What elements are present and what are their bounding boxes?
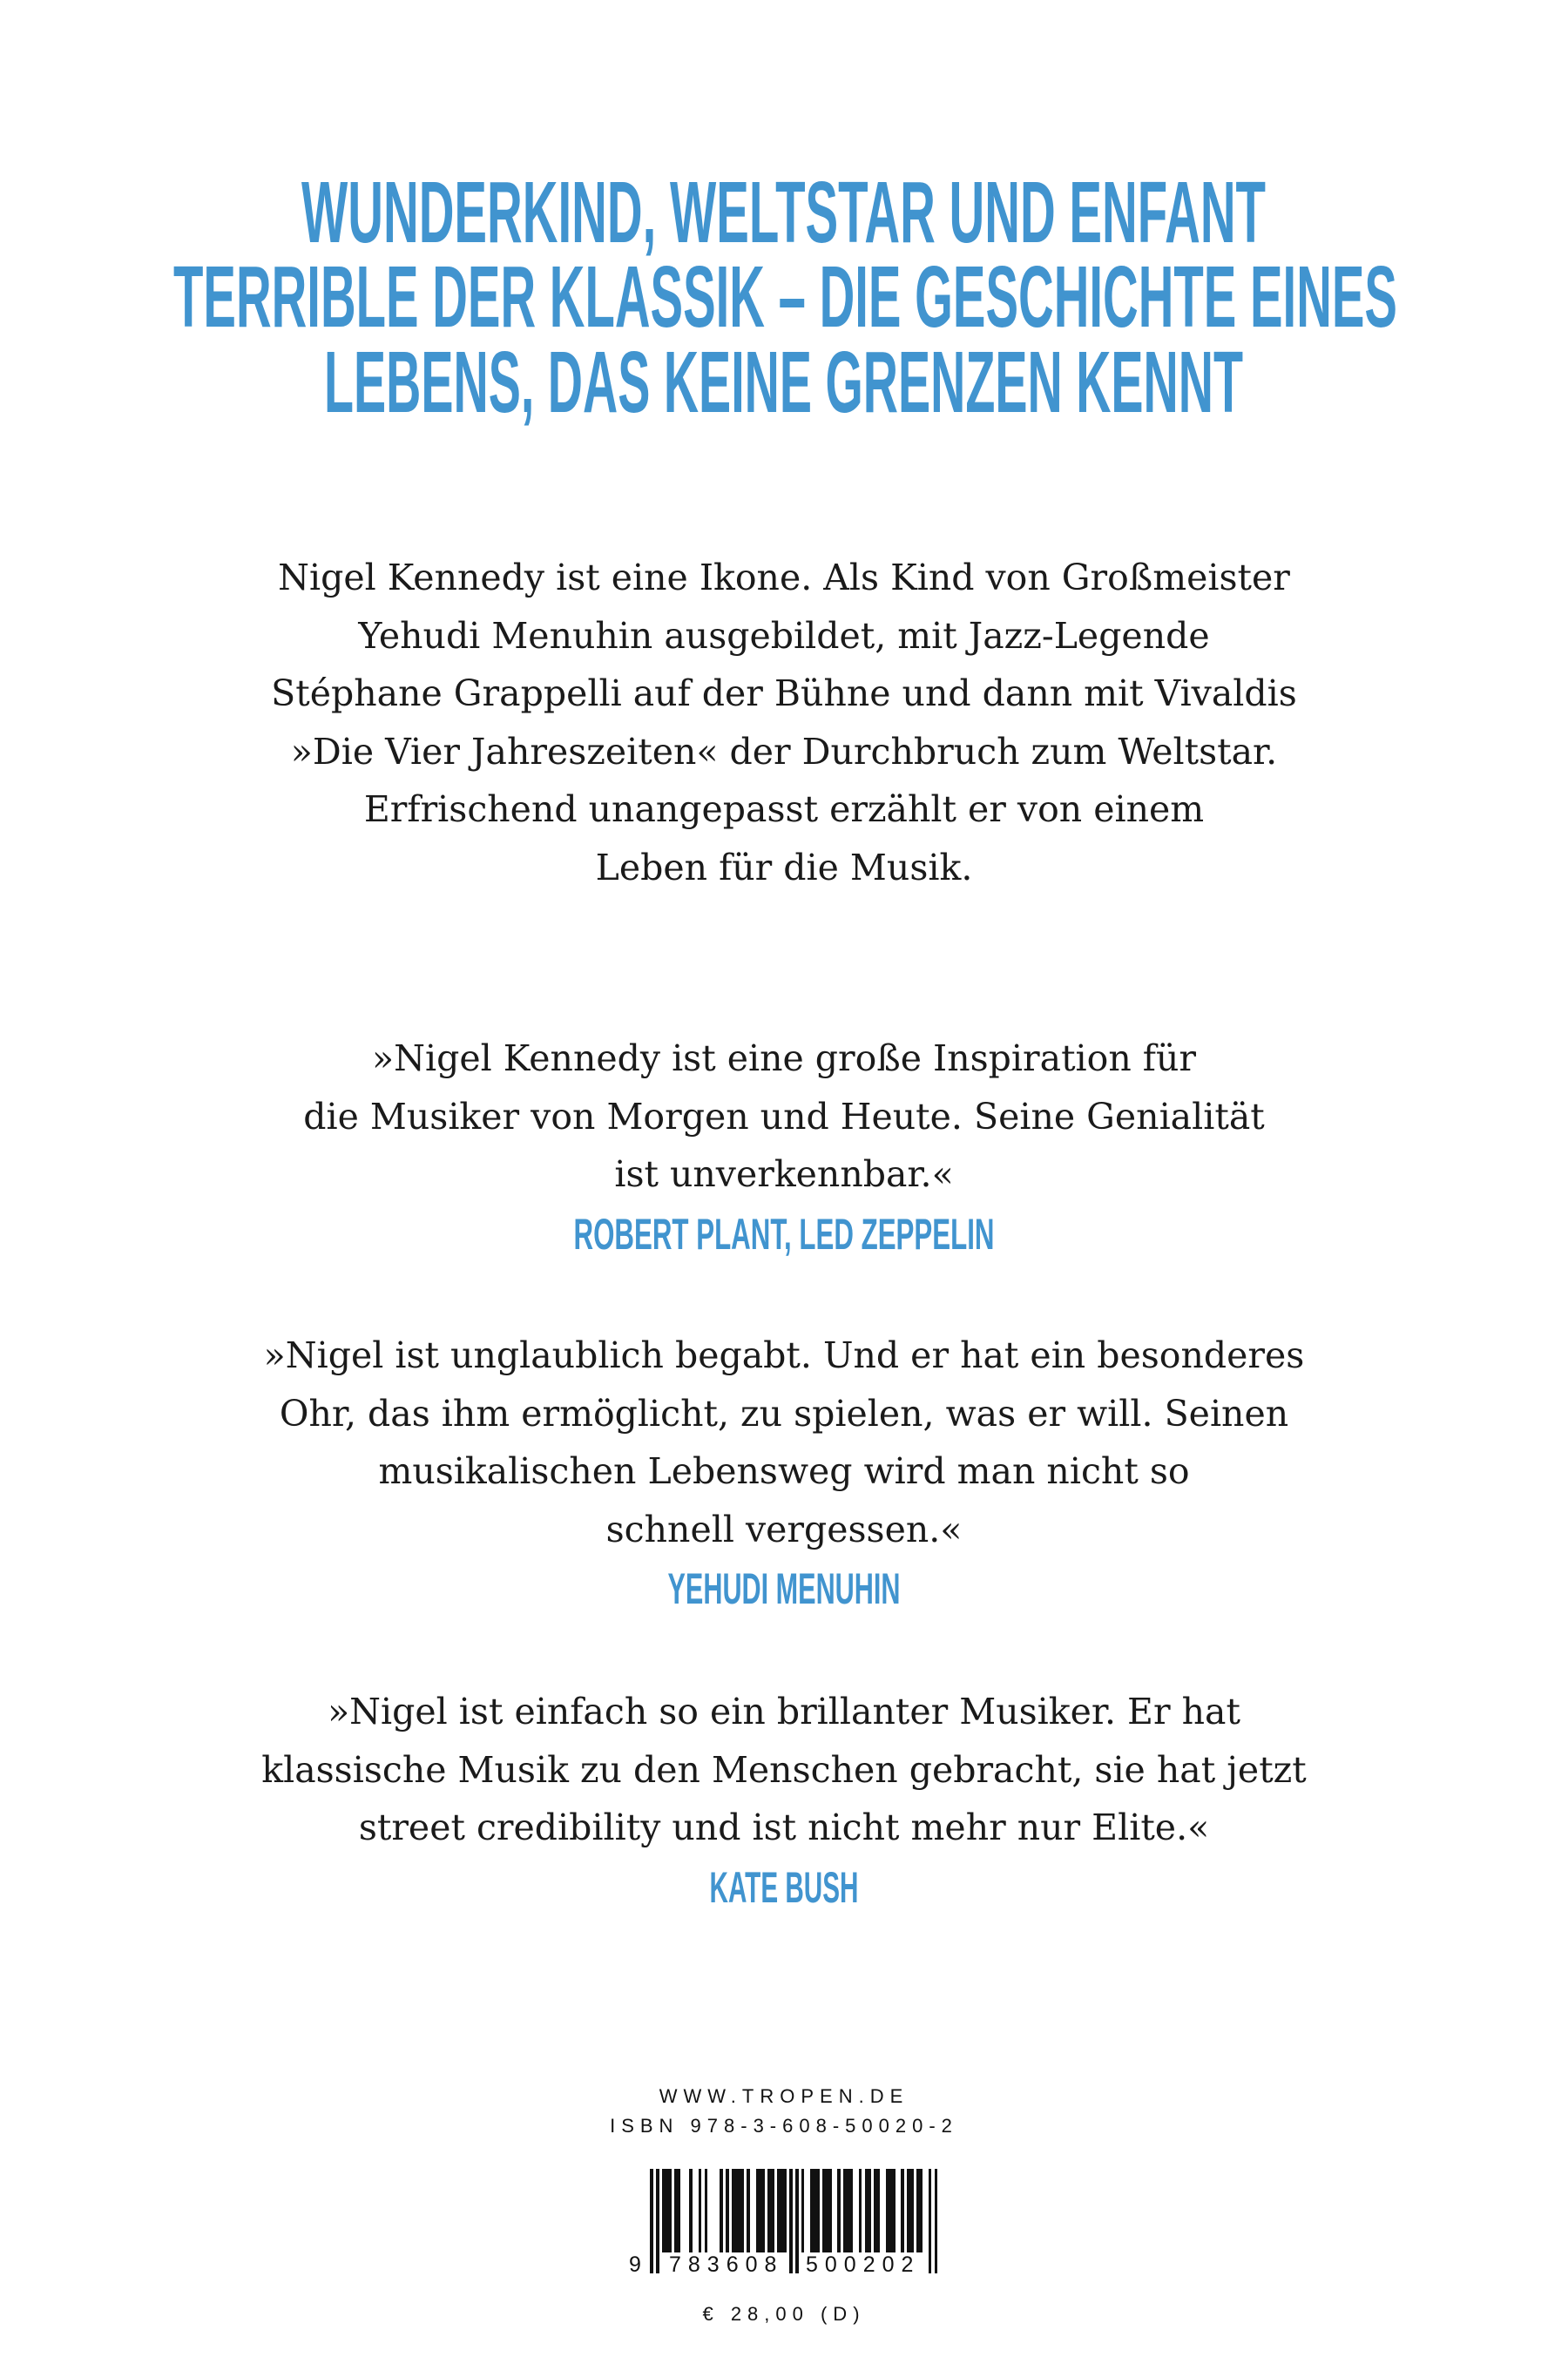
barcode-bar [816,2169,820,2252]
barcode-bar [689,2169,693,2252]
blurb-line: Erfrischend unangepasst erzählt er von einem [363,788,1205,830]
quote-line: »Nigel ist einfach so ein brillanter Musiker. Er hat [328,1691,1240,1732]
barcode-digits-right: 500202 [806,2252,921,2277]
quote-author: ROBERT PLANT, LED ZEPPELIN [573,1209,995,1259]
blurb [0,549,1568,896]
barcode-bar [919,2169,923,2252]
headline-line: TERRIBLE DER KLASSIK – DIE GESCHICHTE EINES [173,248,1397,346]
barcode-bar [859,2169,862,2252]
barcode-bar [747,2169,750,2252]
quote-author: KATE BUSH [709,1862,859,1912]
isbn: ISBN 978-3-608-50020-2 [610,2115,958,2137]
barcode-bar [801,2169,805,2252]
quote [0,1030,1568,1260]
quote-line: klassische Musik zu den Menschen gebracht, sie hat jetzt [261,1748,1307,1791]
quote-line: street credibility und ist nicht mehr nur Elite.« [358,1807,1210,1848]
barcode-bar [677,2169,680,2252]
headline-line: WUNDERKIND, WELTSTAR UND ENFANT [301,164,1266,261]
blurb-line: Leben für die Musik. [595,846,973,888]
blurb-line: Yehudi Menuhin ausgebildet, mit Jazz-Legende [358,614,1210,657]
barcode-bar [935,2169,938,2273]
barcode-bar [720,2169,723,2252]
barcode-bar [699,2169,702,2252]
blurb-line: Stéphane Grappelli auf der Bühne und dann mit Vivaldis [271,672,1297,714]
barcode-bar [892,2169,896,2252]
barcode-bar [929,2169,932,2273]
barcode-digits-left: 783608 [669,2252,784,2277]
barcode-bar [868,2169,871,2252]
barcode-bar [726,2169,729,2252]
barcode-bar [795,2169,799,2273]
quote-line: »Nigel ist unglaublich begabt. Und er hat ein besonderes [263,1334,1305,1376]
barcode-bar [740,2169,744,2252]
barcode-bar [783,2169,787,2252]
blurb-line: »Die Vier Jahreszeiten« der Durchbruch zum Weltstar. [290,730,1278,773]
quote-author-wrap [0,1207,1568,1260]
quote-line: schnell vergessen.« [605,1508,963,1550]
barcode-bar [789,2169,793,2273]
barcode-bar [668,2169,672,2252]
headline [0,0,1568,453]
quote-author-wrap [0,1861,1568,1913]
price: € 28,00 (D) [702,2303,866,2325]
barcode-bar [901,2169,904,2252]
barcode-bar [650,2169,653,2273]
barcode-bar [837,2169,841,2252]
quote-line: ist unverkennbar.« [614,1153,954,1195]
headline-line: LEBENS, DAS KEINE GRENZEN KENNT [324,334,1243,431]
barcode-bar [705,2169,708,2252]
quote [0,1683,1568,1913]
quote-line: die Musiker von Morgen und Heute. Seine Genialität [303,1095,1265,1138]
quote-line: »Nigel Kennedy ist eine große Inspiration für [372,1037,1196,1079]
quote-author: YEHUDI MENUHIN [667,1564,901,1613]
quote [0,1327,1568,1614]
barcode-digit-first: 9 [629,2252,648,2277]
barcode-bar [849,2169,853,2252]
quote-author-wrap [0,1562,1568,1614]
website: WWW.TROPEN.DE [659,2085,909,2107]
barcode-bar [877,2169,881,2252]
quote-line: Ohr, das ihm ermöglicht, zu spielen, was er will. Seinen [279,1392,1289,1435]
barcode-bar [828,2169,832,2252]
barcode-bar [762,2169,766,2252]
quote-line: musikalischen Lebensweg wird man nicht so [378,1450,1190,1492]
barcode-bar [771,2169,774,2252]
barcode-bar [656,2169,659,2273]
barcode-bar [910,2169,914,2252]
blurb-line: Nigel Kennedy ist eine Ikone. Als Kind von Großmeister [278,557,1290,598]
